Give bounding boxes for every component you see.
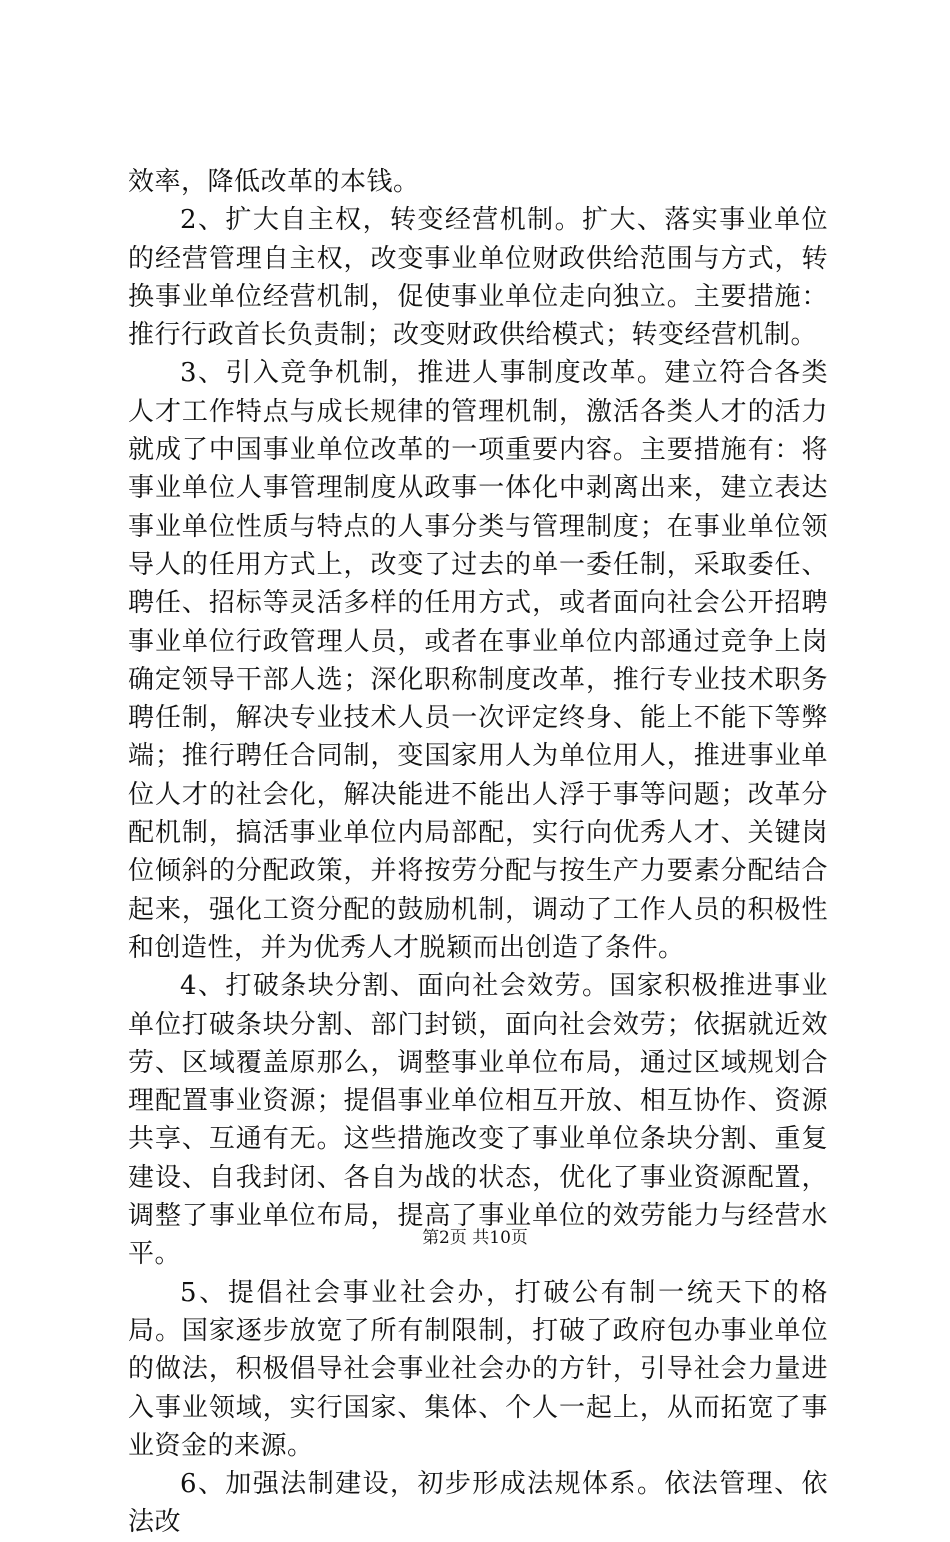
paragraph-item-3: 3、引入竞争机制，推进人事制度改革。建立符合各类人才工作特点与成长规律的管理机制，激活各类人才的活力就成了中国事业单位改革的一项重要内容。主要措施有：将事业单位人事管理制度从政事一体化中剥离出来，建立表达事业单位性质与特点的人事分类与管理制度；在事业单位领导人的任用方式上，改变了过去的单一委任制，采取委任、聘任、招标等灵活多样的任用方式，或者面向社会公开招聘事业单位行政管理人员，或者在事业单位内部通过竞争上岗确定领导干部人选；深化职称制度改革，推行专业技术职务聘任制，解决专业技术人员一次评定终身、能上不能下等弊端；推行聘任合同制，变国家用人为单位用人，推进事业单位人才的社会化，解决能进不能出人浮于事等问题；改革分配机制，搞活事业单位内局部配，实行向优秀人才、关键岗位倾斜的分配政策，并将按劳分配与按生产力要素分配结合起来，强化工资分配的鼓励机制，调动了工作人员的积极性和创造性，并为优秀人才脱颖而出创造了条件。: [128, 358, 828, 963]
page-number-footer: 第2页 共10页: [422, 1228, 528, 1248]
paragraph-item-4: 4、打破条块分割、面向社会效劳。国家积极推进事业单位打破条块分割、部门封锁，面向社会效劳；依据就近效劳、区域覆盖原那么，调整事业单位布局，通过区域规划合理配置事业资源；提倡事业单位相互开放、相互协作、资源共享、互通有无。这些措施改变了事业单位条块分割、重复建设、自我封闭、各自为战的状态，优化了事业资源配置，调整了事业单位布局，提高了事业单位的效劳能力与经营水平。: [128, 971, 828, 1270]
paragraph-item-6: 6、加强法制建设，初步形成法规体系。依法管理、依法改: [128, 1469, 828, 1538]
paragraph-continuation: 效率，降低改革的本钱。: [128, 167, 420, 197]
paragraph-item-2: 2、扩大自主权，转变经营机制。扩大、落实事业单位的经营管理自主权，改变事业单位财政供给范围与方式，转换事业单位经营机制，促使事业单位走向独立。主要措施：推行行政首长负责制；改变财政供给模式；转变经营机制。: [128, 205, 828, 351]
document-body: [128, 163, 828, 1542]
paragraph-item-5: 5、提倡社会事业社会办，打破公有制一统天下的格局。国家逐步放宽了所有制限制，打破了政府包办事业单位的做法，积极倡导社会事业社会办的方针，引导社会力量进入事业领域，实行国家、集体、个人一起上，从而拓宽了事业资金的来源。: [128, 1277, 828, 1461]
